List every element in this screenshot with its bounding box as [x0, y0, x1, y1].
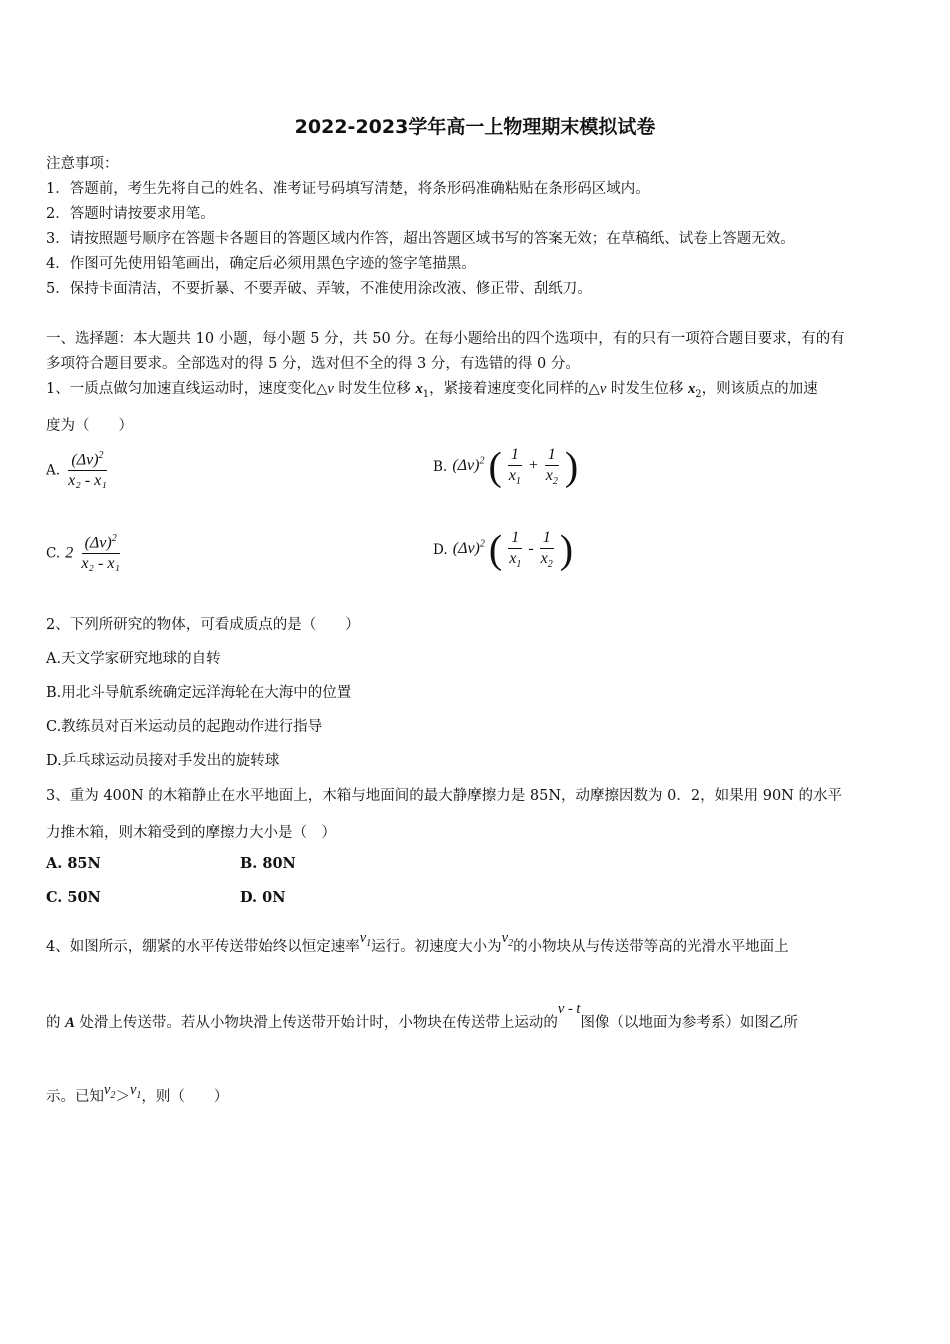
section-instructions: 一、选择题：本大题共 10 小题，每小题 5 分，共 50 分。在每小题给出的四个选项中，有的只有一项符合题目要求，有的有 [46, 331, 845, 347]
q1-option-b-formula: $(\Delta v)^2$ ( $\frac{1}{x_1}$ + $\frac{1}{x_2}$ ) [452, 443, 579, 489]
notice-item: 2．答题时请按要求用笔。 [46, 206, 215, 222]
q3-option-a[interactable]: A. 85N [46, 855, 101, 872]
question-3-stem-cont: 力推木箱，则木箱受到的摩擦力大小是（ ） [46, 825, 336, 841]
notice-item: 5．保持卡面清洁，不要折暴、不要弄破、弄皱，不准使用涂改液、修正带、刮纸刀。 [46, 281, 592, 297]
q3-option-b[interactable]: B. 80N [240, 855, 296, 872]
q3-option-d[interactable]: D. 0N [240, 889, 286, 906]
question-3-stem: 3、重为 400N 的木箱静止在水平地面上，木箱与地面间的最大静摩擦力是 85N，动摩擦因数为 0．2，如果用 90N 的水平 [46, 788, 842, 804]
q1-option-c[interactable]: C. 2 $\frac{(\Delta v)^2}{\text{x₂ - x₁}}$ [46, 533, 123, 573]
notice-heading: 注意事项： [46, 156, 119, 172]
q2-option-c[interactable]: C.教练员对百米运动员的起跑动作进行指导 [46, 719, 323, 735]
page-title: 2022-2023学年高一上物理期末模拟试卷 [294, 116, 656, 138]
q2-option-b[interactable]: B.用北斗导航系统确定远洋海轮在大海中的位置 [46, 685, 352, 701]
notice-item: 1．答题前，考生先将自己的姓名、准考证号码填写清楚，将条形码准确粘贴在条形码区域内。 [46, 181, 650, 197]
q2-option-a[interactable]: A.天文学家研究地球的自转 [46, 651, 221, 667]
q1-option-a-formula: $\frac{(\Delta v)^2}{\text{x₂ - x₁}}$ [68, 450, 107, 490]
question-4-stem-cont: 的 A 处滑上传送带。若从小物块滑上传送带开始计时，小物块在传送带上运动的v - t图像（以地面为参考系）如图乙所 [46, 1001, 798, 1031]
question-4-stem: 4、如图所示，绷紧的水平传送带始终以恒定速率$v_1$运行。初速度大小为$v_2$的小物块从与传送带等高的光滑水平地面上 [46, 930, 789, 955]
q1-option-b[interactable]: B. $(\Delta v)^2$ ( $\frac{1}{x_1}$ + $\frac{1}{x_2}$ ) [433, 443, 579, 489]
q1-option-a[interactable]: A. $\frac{(\Delta v)^2}{\text{x₂ - x₁}}$ [46, 450, 110, 490]
q3-option-c[interactable]: C. 50N [46, 889, 101, 906]
q1-option-d[interactable]: D. $(\Delta v)^2$ ( $\frac{1}{x_1}$ - $\frac{1}{x_2}$ ) [433, 526, 574, 572]
question-2-stem: 2、下列所研究的物体，可看成质点的是（ ） [46, 617, 360, 633]
question-1-stem: 1、一质点做匀加速直线运动时，速度变化△v 时发生位移 $x_1$，紧接着速度变化同样的△v 时发生位移 $x_2$，则该质点的加速 [46, 381, 818, 400]
section-instructions-cont: 多项符合题目要求。全部选对的得 5 分，选对但不全的得 3 分，有选错的得 0 分。 [46, 356, 580, 372]
question-4-stem-end: 示。已知$v_2>v_1$，则（ ） [46, 1082, 229, 1105]
q2-option-d[interactable]: D.乒乓球运动员接对手发出的旋转球 [46, 753, 280, 769]
notice-item: 3．请按照题号顺序在答题卡各题目的答题区域内作答，超出答题区域书写的答案无效；在草稿纸、试卷上答题无效。 [46, 231, 795, 247]
question-1-stem-cont: 度为（ ） [46, 418, 133, 434]
q1-option-d-formula: $(\Delta v)^2$ ( $\frac{1}{x_1}$ - $\frac{1}{x_2}$ ) [452, 526, 574, 572]
q1-option-c-formula: $\frac{(\Delta v)^2}{\text{x₂ - x₁}}$ [81, 533, 120, 573]
notice-item: 4．作图可先使用铅笔画出，确定后必须用黑色字迹的签字笔描黑。 [46, 256, 476, 272]
